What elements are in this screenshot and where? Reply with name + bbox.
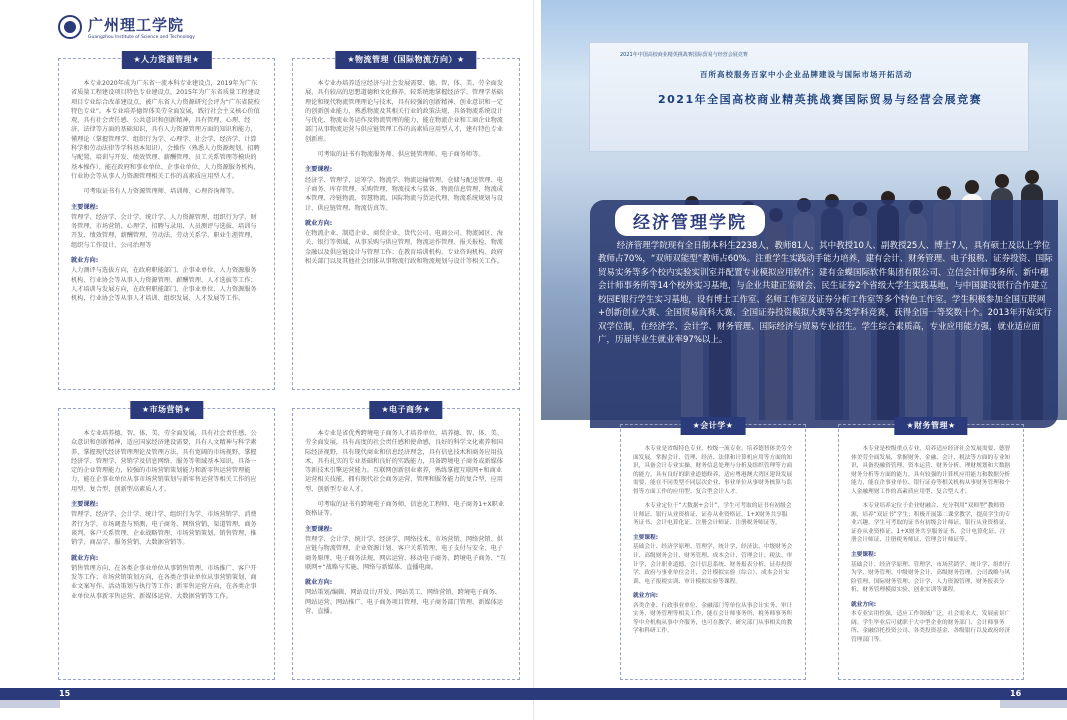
hr-jobs-label: 就业方向: bbox=[71, 257, 99, 265]
finance-intro: 本专业是校级重点专业，培养适应经济社会发展需要、德智体美劳全面发展，掌握财务、金融、会计、税法等方面的专业知识，具备投融资管理、资本运营、财务分析、理财规划和大数据财务分析等方面的能力，具有较强的计算机应用能力和数据分析能力，能在企事业单位、银行证券等相关机构从事财务管理和个人金融理财工作的高素质应用型、复合型人才。 bbox=[851, 446, 1011, 495]
competition-banner bbox=[589, 42, 1029, 152]
finance-section bbox=[838, 421, 1024, 680]
marketing-jobs-label: 就业方向: bbox=[71, 554, 99, 562]
accounting-courses: 基础会计、经济学原理、管理学、统计学、经济法、中级财务会计、高级财务会计、财务管理、成本会计、管理会计、税法、审计学、会计职业道德、会计信息系统、财务报表分析、证券投资学、政府与事业单位会计、会计模拟实验（综合）、成本会计实训、电子报税实训、审计模拟实验等课程。 bbox=[633, 544, 793, 585]
accounting-section bbox=[620, 421, 806, 680]
ecommerce-cert: 可考取的证书有跨境电子商务师、信息化工程师、电子商务1+X职业资格证等。 bbox=[305, 501, 504, 518]
ecommerce-courses: 管理学、会计学、统计学、经济学、网络技术、市场营销、网络营销、供应链与物流管理、企业资源计划、客户关系管理、电子支付与安全、电子商务原理、电子商务法规、网店运营、移动电子商务、跨境电子商务、“互联网+”战略与实施、网络与新媒体、直播电商。 bbox=[305, 535, 507, 571]
hr-cert: 可考取证书有人力资源管理师、培训师、心理咨询师等。 bbox=[83, 188, 239, 196]
footer-accent-left bbox=[0, 700, 60, 708]
school-intro-text: 经济管理学院现有全日制本科生2238人，教师81人，其中教授10人、副教授25人、博士7人，具有硕士及以上学位教师占70%，“双师双能型”教师占60%。注重学生实践动手能力培养，建有会计、财务管理、电子报税、证券投资、国际贸易实务等多个校内实验实训室并配置专业模拟应用软件；建有金蝶国际软件集团有限公司、立信会计师事务所、新中穗会计师事务所等14个校外实习基地，与企业共建正鉴财会、民生证券2个省级大学生实践基地，与中国建设银行合作建立校园E银行学生实习基地，设有博士工作室、名师工作室及证券分析工作室等多个特色工作室。学生积极参加全国互联网+创新创业大赛、全国贸易商科大赛、全国证券投资模拟大赛等各类学科竞赛，获得全国一等奖数十个。2013年开始实行双学位制，在经济学、会计学、财务管理、国际经济与贸易专业招生。学生综合素质高，专业应用能力强，就业适应面广，历届毕业生就业率97%以上。 bbox=[598, 241, 1053, 345]
school-logo bbox=[58, 14, 195, 40]
marketing-courses: 管理学、经济学、会计学、统计学、组织行为学、市场营销学、消费者行为学、市场调查与预测、电子商务、网络营销、渠道管理、商务谈判、客户关系管理、企业战略管理、市场营销策划、销售管理、推销学、商品学、服务营销、大数据营销等。 bbox=[71, 511, 257, 547]
finance-title: ★财务管理★ bbox=[894, 417, 967, 435]
ecommerce-courses-label: 主要课程: bbox=[305, 525, 333, 533]
logistics-jobs-label: 就业方向: bbox=[305, 219, 333, 227]
footer-accent-right bbox=[1000, 700, 1067, 708]
banner-main-text: 2021年全国高校商业精英挑战赛国际贸易与经营会展竞赛 bbox=[658, 93, 983, 106]
logistics-title: ★物流管理（国际物流方向）★ bbox=[335, 51, 476, 69]
ecommerce-section bbox=[292, 405, 520, 680]
marketing-courses-label: 主要课程: bbox=[71, 501, 99, 509]
page-number-left: 15 bbox=[59, 689, 71, 698]
marketing-jobs: 销售管理方向，在各类企事业单位从事销售管理、市场推广、客户开发等工作；市场营销策划方向，在各类企事业单位从事营销策划、商业文案写作、活动策划与执行等工作；新零售运营方向，在各类企事业单位从事新零售运营、新媒体运营、大数据营销等工作。 bbox=[71, 564, 257, 600]
banner-sub-text: 百所高校服务百家中小企业品牌建设与国际市场开拓活动 bbox=[700, 70, 913, 79]
spine-divider bbox=[533, 0, 534, 720]
ecommerce-intro: 本专业是省优秀跨境电子商务人才培养单位，培养德、智、体、美、劳全面发展，具有高度的社会责任感和使命感，良好的科学文化素养和国际经济视野，具有现代商业和信息经济理念，具有信息技术和商务应用技术，具有扎实的专业基础和良好的实践能力，具备跨境电子商务或新媒体等新技术引擎运营能力，互联网创新创业素养，熟练掌握互联网+和商业运营相关技能，拥有现代社会商务运营、管理和服务能力的复合型、应用型、创新型专业人才。 bbox=[305, 430, 504, 493]
hr-title: ★人力资源管理★ bbox=[121, 51, 211, 69]
banner-top-text: 2021年中国高校商业精英挑战赛国际贸易与经营会展竞赛 bbox=[620, 52, 748, 58]
hr-courses-label: 主要课程: bbox=[71, 203, 99, 211]
finance-courses: 基础会计、经济学原理、管理学、市场营销学、统计学、组织行为学、财务管理、中级财务会计、高级财务管理、公司战略与风险管理、国际财务管理、会计学、人力资源管理、财务报表分析、财务管理模拟实验、创业实训等课程。 bbox=[851, 561, 1011, 594]
logistics-courses-label: 主要课程: bbox=[305, 166, 333, 174]
ecommerce-jobs-label: 就业方向: bbox=[305, 579, 333, 587]
logo-name-cn: 广州理工学院 bbox=[88, 16, 185, 34]
accounting-cert: 本专业定位于“大数据+会计”，学生可考取的证书有初级会计师证、银行从业资格证、证券从业资格证、1+X财务共享服务证书、会计电算化证、注册会计师证、注册税务师证等。 bbox=[633, 503, 792, 527]
school-title: 经济管理学院 bbox=[615, 205, 765, 236]
hr-section bbox=[58, 55, 275, 390]
logistics-section bbox=[292, 55, 520, 390]
hr-jobs: 人力测评与选拔方向，在政府职能部门、企事业单位、人力资源服务机构、行业协会等从事人力资源管理、薪酬管理、人才选拔等工作；人才培训与发展方向，在政府职能部门、企事业单位、人力资源服务机构、行业协会等从事人才培训、组织发展、人才发展等工作。 bbox=[71, 267, 257, 303]
finance-courses-label: 主要课程: bbox=[851, 552, 877, 559]
accounting-jobs: 各类企业、行政事业单位、金融部门等单位从事会计实务、审计实务、财务管理等相关工作，能在会计师事务所、税务师事务所等中介机构从事中介服务，也可在教学、研究部门从事相关的教学和科研工作。 bbox=[633, 602, 793, 635]
seal-icon bbox=[58, 15, 82, 39]
accounting-title: ★会计学★ bbox=[681, 417, 746, 435]
hr-intro: 本专业2020年成为广东省一流本科专业建设点，2019年为广东省质量工程建设项目特色专业建设点，2015年为广东省质量工程建设项目专业综合改革建设点，被广东省人力资源研究会评为“广东省院校特色专业”。本专业培养德智体美劳全面发展，践行社会主义核心价值观，具有社会责任感、公共意识和创新精神，具有管理、心理、经济、法律等方面的基础知识，具有人力资源管理方面的知识和能力，懂理论（掌握管理学、组织行为学、心理学、社会学、经济学、计算科学和劳动法律等学科基本知识），会操作（熟悉人力资源规划、招聘与配置、培训与开发、绩效管理、薪酬管理、员工关系管理等模块的基本操作），能在政府和事业单位、企事业单位、人力资源服务机构、行业协会等从事人力资源管理相关工作的高素质应用型人才。 bbox=[71, 80, 260, 180]
hr-courses: 管理学、经济学、会计学、统计学、人力资源管理、组织行为学、财务管理、市场营销、心理学、招聘与录用、人员测评与选拔、培训与开发、绩效管理、薪酬管理、劳动法、劳动关系学、职业生涯管理、组织与工作设计、公司治理等 bbox=[71, 213, 257, 249]
ecommerce-jobs: 网站策划/编辑、网站设计/开发、网站美工、网络营销、跨境电子商务、网站运营、网站推广、电子商务项目管理、电子商务部门管理、新媒体运营、直播。 bbox=[305, 589, 503, 616]
page-number-right: 16 bbox=[1010, 689, 1022, 698]
accounting-jobs-label: 就业方向: bbox=[633, 593, 659, 600]
logo-name-en: Guangzhou Institute of Science and Technology bbox=[88, 35, 195, 40]
ecommerce-title: ★电子商务★ bbox=[369, 401, 442, 419]
footer-bar bbox=[0, 688, 1067, 700]
marketing-intro: 本专业培养德、智、体、美、劳全面发展，具有社会责任感、公众意识和创新精神，适应国家经济建设需要，具有人文精神与科学素养，掌握现代经济管理理论及管理方法，具有宽阔的市场视野，掌握经济学、管理学、营销学及信息网络、服务等领域基本知识，具备一定的企业管理能力，较强的市场营销策划能力和新零售运营管理能力，能在企事业单位从事市场营销策划与新零售运营等相关工作的应用型、复合型、创新型高素质人才。 bbox=[71, 430, 257, 493]
logistics-cert: 可考取的证书有物流服务师、供应链管理师、电子商务师等。 bbox=[317, 151, 485, 159]
finance-jobs-label: 就业方向: bbox=[851, 601, 877, 608]
marketing-section bbox=[58, 405, 275, 680]
logistics-courses: 经济学、管理学、运筹学、物流学、物流运输管理、仓储与配送管理、电子商务、库存管理、采购管理、物流技术与装备、物流信息管理、物流成本管理、冷链物流、智慧物流、国际物流与货运代理、物流系统规划与设计、供应链管理、物流仿真等。 bbox=[305, 176, 503, 212]
logistics-intro: 本专业办培养适应经济与社会发展需要、德、智、体、美、劳全面发展，具有较高的思想道德和文化修养，较系统地掌握经济学、管理学基础理论和现代物流管理理论与技术，具有较强的创新精神、创业意识和一定的创新创业能力，熟悉物流及其相关行业的政策法规，具备物流系统设计与优化、物流业务运作及物流管理的能力，能在物流企业和工商企业物流部门从事物流运营与供应链管理工作的高素质应用型人才，建有特色专业创新班。 bbox=[305, 80, 504, 143]
finance-jobs: 本专业实用性强，适应工作领域广泛，社会需求大，发展前景广阔。学生毕业后可就职于大中型企业的财务部门、会计师事务所、金融信托投资公司、各类投资基金、各级银行以及政府经济管理部门等。 bbox=[851, 611, 1011, 643]
accounting-intro: 本专业是省级特色专业、校级一流专业，培养德智体美劳全面发展，掌握会计、管理、经济、法律和计算机应用等方面的知识，具备会计专业实操、财务信息处理与分析及组织管理等方面的能力，具有良好的职业道德修养、适应粤港澳大湾区建设发展需要、能在不同类型不同层次企业、事业单位从事财务核算与监督等方面工作的应用型、复合型会计人才。 bbox=[633, 446, 793, 495]
marketing-title: ★市场营销★ bbox=[130, 401, 203, 419]
logistics-jobs: 在物流企业、制造企业、商贸企业、货代公司、电商公司、物流园区、海关、银行等领域，从事采购与供应管理、物流运作管理、报关报检、物流金融以及供应链设计与管理工作；在教育培训机构、专业咨询机构、政府相关部门以及其他社会团体从事物流行政和物流规划与设计等相关工作。 bbox=[305, 230, 503, 266]
finance-cert: 本专业培养定位于企业财融合、充分利用“双师型”教师资源，培养“双证书”学生；积极开展第二课堂教学，提高学生的专业兴趣。学生可考取的证书有初级会计师证、银行从业资格证、证券从业资格证、1+X财务共享服务证书、会计电算化证、注册会计师证、注册税务师证、管理会计师证等。 bbox=[851, 503, 1011, 544]
accounting-courses-label: 主要课程: bbox=[633, 534, 659, 541]
